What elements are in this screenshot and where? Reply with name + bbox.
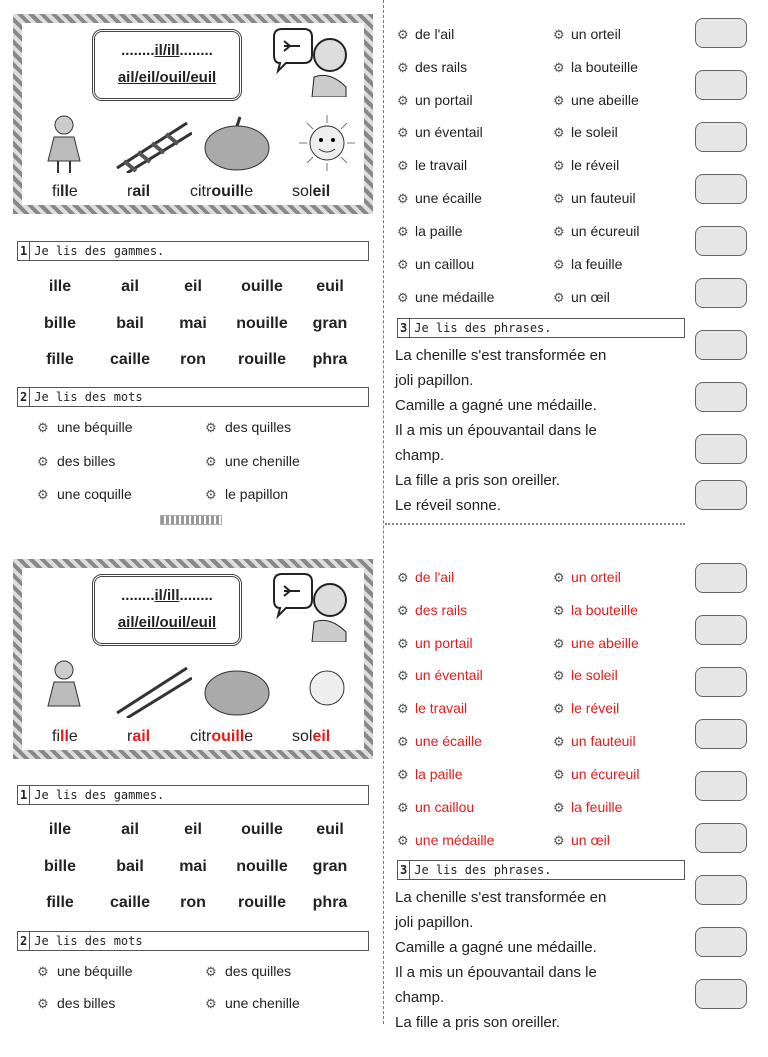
puzzle-icon: ⚙ — [205, 454, 217, 469]
word-citrouille: citrouille — [190, 183, 254, 200]
word-citrouille: citrouille — [190, 728, 254, 745]
puzzle-icon: ⚙ — [397, 257, 409, 272]
pumpkin-icon — [202, 113, 272, 173]
gammes-cell: ouille — [241, 278, 283, 295]
sentence-line: champ. — [395, 989, 445, 1006]
puzzle-icon: ⚙ — [397, 603, 409, 618]
word-item: ⚙ une chenille — [205, 453, 300, 469]
gammes-cell: euil — [316, 821, 344, 838]
puzzle-icon: ⚙ — [553, 701, 565, 716]
word-item: ⚙ une abeille — [553, 92, 639, 108]
word-item: ⚙ un fauteuil — [553, 733, 636, 749]
gammes-cell: nouille — [236, 858, 288, 875]
bee-icon — [695, 226, 747, 256]
cane-icon — [695, 434, 747, 464]
word-rail: rail — [127, 728, 151, 745]
puzzle-icon: ⚙ — [553, 290, 565, 305]
sentence-line: joli papillon. — [395, 372, 474, 389]
puzzle-icon: ⚙ — [397, 767, 409, 782]
puzzle-icon: ⚙ — [553, 224, 565, 239]
gammes-row — [20, 278, 370, 302]
section3-label: 3 Je lis des phrases. — [397, 318, 685, 338]
gammes-cell: mai — [179, 315, 207, 332]
gammes-cell: bail — [116, 315, 144, 332]
word-item: ⚙ le réveil — [553, 157, 620, 173]
word-fille: fille — [52, 183, 78, 200]
word-item: ⚙ le réveil — [553, 700, 620, 716]
word-soleil: soleil — [292, 183, 331, 200]
word-fille: fille — [52, 728, 78, 745]
girl-icon — [44, 113, 84, 173]
puzzle-icon: ⚙ — [37, 996, 49, 1011]
puzzle-icon: ⚙ — [553, 125, 565, 140]
puzzle-icon: ⚙ — [553, 603, 565, 618]
title-line1: ........il/ill........ — [121, 42, 213, 59]
word-item: ⚙ un écureuil — [553, 766, 640, 782]
word-item: ⚙ un caillou — [397, 256, 475, 272]
gammes-cell: mai — [179, 858, 207, 875]
squirrel-icon — [695, 18, 747, 48]
gammes-cell: euil — [316, 278, 344, 295]
gammes-cell: bille — [43, 858, 76, 875]
word-item: ⚙ la paille — [397, 223, 463, 239]
gammes-cell: ail — [121, 278, 139, 295]
puzzle-icon: ⚙ — [553, 668, 565, 683]
gammes-cell: caille — [109, 894, 151, 911]
word-item: ⚙ la bouteille — [553, 59, 638, 75]
word-item: ⚙ le soleil — [553, 667, 618, 683]
sentences — [395, 343, 685, 518]
word-item: ⚙ un orteil — [553, 569, 621, 585]
word-item: ⚙ un œil — [553, 832, 610, 848]
puzzle-icon: ⚙ — [553, 833, 565, 848]
sentence-line: Il a mis un épouvantail dans le — [395, 964, 597, 981]
title-line1: ........il/ill........ — [121, 587, 213, 604]
word-item: ⚙ des rails — [397, 59, 468, 75]
decorative-strip — [160, 515, 222, 525]
section1-label: 1 Je lis des gammes. — [17, 785, 369, 805]
sentence-line: La chenille s'est transformée en — [395, 889, 607, 906]
word-item: ⚙ une abeille — [553, 635, 639, 651]
gammes-row — [20, 351, 370, 375]
puzzle-icon: ⚙ — [397, 668, 409, 683]
word-item: ⚙ un œil — [553, 289, 610, 305]
sentence-line: La fille a pris son oreiller. — [395, 1014, 561, 1031]
horizontal-cut-line — [385, 523, 685, 525]
gammes-cell: caille — [109, 351, 151, 368]
puzzle-icon: ⚙ — [553, 570, 565, 585]
picture-row — [22, 113, 364, 173]
word-item: ⚙ une médaille — [397, 289, 495, 305]
squirrel-icon — [695, 563, 747, 593]
puzzle-icon: ⚙ — [553, 93, 565, 108]
gammes-cell: ouille — [241, 821, 283, 838]
picture-word-row — [22, 728, 364, 752]
word-item: ⚙ un éventail — [397, 124, 483, 140]
leaf-icon — [695, 667, 747, 697]
armchair-icon — [695, 480, 747, 510]
puzzle-icon: ⚙ — [397, 125, 409, 140]
section2-label: 2 Je lis des mots — [17, 931, 369, 951]
bowling-icon — [695, 278, 747, 308]
puzzle-icon: ⚙ — [37, 454, 49, 469]
puzzle-icon: ⚙ — [397, 833, 409, 848]
gammes-cell: rouille — [237, 351, 286, 368]
sentence-line: joli papillon. — [395, 914, 474, 931]
word-item: ⚙ des billes — [37, 995, 116, 1011]
caterpillar-icon — [695, 927, 747, 957]
puzzle-icon: ⚙ — [397, 60, 409, 75]
puzzle-icon: ⚙ — [205, 420, 217, 435]
word-item: ⚙ une écaille — [397, 190, 482, 206]
word-item: ⚙ le papillon — [205, 486, 289, 502]
word-item: ⚙ la feuille — [553, 256, 623, 272]
word-item: ⚙ un écureuil — [553, 223, 640, 239]
leaf-icon — [695, 122, 747, 152]
sentence-line: La fille a pris son oreiller. — [395, 472, 561, 489]
foot-icon — [695, 875, 747, 905]
rail-icon — [112, 658, 192, 718]
word-item: ⚙ une écaille — [397, 733, 482, 749]
sentence-line: Camille a gagné une médaille. — [395, 397, 597, 414]
gammes-cell: ron — [180, 894, 206, 911]
gammes-row — [20, 894, 370, 918]
bee-icon — [695, 771, 747, 801]
section1-label: 1 Je lis des gammes. — [17, 241, 369, 261]
clock-icon — [695, 719, 747, 749]
sentences — [395, 885, 685, 1035]
word-item: ⚙ le soleil — [553, 124, 618, 140]
word-item: ⚙ des rails — [397, 602, 468, 618]
gammes-row — [20, 858, 370, 882]
gammes-cell: bille — [43, 315, 76, 332]
puzzle-icon: ⚙ — [553, 767, 565, 782]
word-item: ⚙ un orteil — [553, 26, 621, 42]
puzzle-icon: ⚙ — [553, 27, 565, 42]
word-item: ⚙ la feuille — [553, 799, 623, 815]
gammes-cell: bail — [116, 858, 144, 875]
word-item: ⚙ le travail — [397, 700, 468, 716]
title-box — [92, 29, 242, 101]
puzzle-icon: ⚙ — [553, 636, 565, 651]
gammes-cell: gran — [312, 315, 348, 332]
speaking-boy-icon — [272, 27, 352, 97]
puzzle-icon: ⚙ — [553, 257, 565, 272]
word-item: ⚙ de l'ail — [397, 569, 455, 585]
word-item: ⚙ un fauteuil — [553, 190, 636, 206]
puzzle-icon: ⚙ — [553, 158, 565, 173]
puzzle-icon: ⚙ — [37, 487, 49, 502]
gammes-cell: fille — [46, 351, 74, 368]
puzzle-icon: ⚙ — [205, 964, 217, 979]
gammes-cell: eil — [184, 821, 202, 838]
sun-icon — [297, 658, 357, 718]
gammes-cell: phra — [312, 351, 348, 368]
word-item: ⚙ de l'ail — [397, 26, 455, 42]
word-item: ⚙ un portail — [397, 92, 473, 108]
title-line2: ail/eil/ouil/euil — [117, 69, 217, 86]
gammes-row — [20, 315, 370, 339]
word-rail: rail — [127, 183, 151, 200]
gammes-cell: ron — [180, 351, 206, 368]
sentence-line: Le réveil sonne. — [395, 497, 501, 514]
section3-label: 3 Je lis des phrases. — [397, 860, 685, 880]
girl-icon — [44, 658, 84, 718]
sentence-line: La chenille s'est transformée en — [395, 347, 607, 364]
caterpillar-icon — [695, 382, 747, 412]
worksheet-bottom — [0, 545, 768, 1057]
puzzle-icon: ⚙ — [397, 800, 409, 815]
puzzle-icon: ⚙ — [37, 420, 49, 435]
word-item: ⚙ un éventail — [397, 667, 483, 683]
puzzle-icon: ⚙ — [553, 60, 565, 75]
gammes-cell: ille — [48, 278, 72, 295]
header-box — [13, 14, 373, 214]
puzzle-icon: ⚙ — [397, 158, 409, 173]
gammes-cell: phra — [312, 894, 348, 911]
word-item: ⚙ des billes — [37, 453, 116, 469]
puzzle-icon: ⚙ — [205, 487, 217, 502]
sentence-line: Camille a gagné une médaille. — [395, 939, 597, 956]
puzzle-icon: ⚙ — [553, 191, 565, 206]
word-item: ⚙ une médaille — [397, 832, 495, 848]
word-item: ⚙ une béquille — [37, 963, 133, 979]
gammes-cell: eil — [184, 278, 202, 295]
picture-word-row — [22, 183, 364, 207]
puzzle-icon: ⚙ — [397, 701, 409, 716]
gammes-cell: rouille — [237, 894, 286, 911]
word-item: ⚙ la bouteille — [553, 602, 638, 618]
section2-label: 2 Je lis des mots — [17, 387, 369, 407]
puzzle-icon: ⚙ — [397, 734, 409, 749]
puzzle-icon: ⚙ — [553, 734, 565, 749]
bowling-icon — [695, 823, 747, 853]
cane-icon — [695, 979, 747, 1009]
word-item: ⚙ la paille — [397, 766, 463, 782]
word-item: ⚙ le travail — [397, 157, 468, 173]
gammes-cell: ille — [48, 821, 72, 838]
puzzle-icon: ⚙ — [397, 27, 409, 42]
word-item: ⚙ une coquille — [37, 486, 132, 502]
fan-icon — [695, 615, 747, 645]
word-item: ⚙ des quilles — [205, 963, 292, 979]
puzzle-icon: ⚙ — [397, 636, 409, 651]
word-item: ⚙ une chenille — [205, 995, 300, 1011]
word-item: ⚙ des quilles — [205, 419, 292, 435]
header-box — [13, 559, 373, 759]
pumpkin-icon — [202, 658, 272, 718]
sun-icon — [297, 113, 357, 173]
word-item: ⚙ une béquille — [37, 419, 133, 435]
word-soleil: soleil — [292, 728, 331, 745]
puzzle-icon: ⚙ — [37, 964, 49, 979]
puzzle-icon: ⚙ — [553, 800, 565, 815]
clock-icon — [695, 174, 747, 204]
sentence-line: Il a mis un épouvantail dans le — [395, 422, 597, 439]
title-line2: ail/eil/ouil/euil — [117, 614, 217, 631]
fan-icon — [695, 70, 747, 100]
speaking-boy-icon — [272, 572, 352, 642]
rail-icon — [112, 113, 192, 173]
gammes-row — [20, 821, 370, 845]
foot-icon — [695, 330, 747, 360]
word-item: ⚙ un caillou — [397, 799, 475, 815]
puzzle-icon: ⚙ — [397, 570, 409, 585]
gammes-cell: gran — [312, 858, 348, 875]
puzzle-icon: ⚙ — [397, 224, 409, 239]
gammes-cell: ail — [121, 821, 139, 838]
gammes-cell: fille — [46, 894, 74, 911]
gammes-cell: nouille — [236, 315, 288, 332]
word-item: ⚙ un portail — [397, 635, 473, 651]
worksheet-top — [0, 0, 768, 512]
puzzle-icon: ⚙ — [397, 191, 409, 206]
puzzle-icon: ⚙ — [397, 290, 409, 305]
picture-row — [22, 658, 364, 718]
sentence-line: champ. — [395, 447, 445, 464]
puzzle-icon: ⚙ — [205, 996, 217, 1011]
puzzle-icon: ⚙ — [397, 93, 409, 108]
title-box — [92, 574, 242, 646]
